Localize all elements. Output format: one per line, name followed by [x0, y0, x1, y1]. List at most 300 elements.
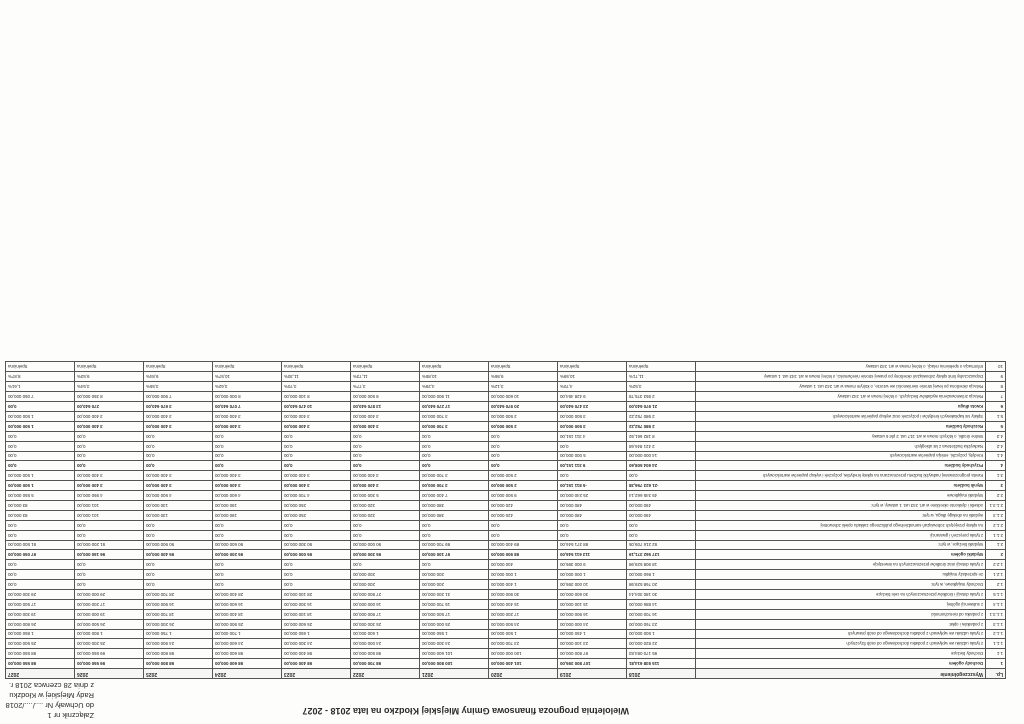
- cell-value: Spełniona: [489, 362, 558, 372]
- attachment-note: [4, 680, 94, 720]
- row-label: Wynik budżetu: [696, 481, 986, 491]
- cell-value: 101 000,00: [75, 500, 144, 510]
- cell-value: 16 000 000,00: [351, 599, 420, 609]
- table-row: [6, 639, 1006, 649]
- cell-value: 0,00: [75, 520, 144, 530]
- row-label: wydatki na obsługę długu, w tym:: [696, 510, 986, 520]
- cell-value: 400 000,00: [489, 560, 558, 570]
- cell-value: 9,84%: [144, 372, 213, 382]
- table-row: [6, 392, 1006, 402]
- cell-value: 31 200 000,00: [420, 589, 489, 599]
- cell-value: 490 000,00: [627, 510, 696, 520]
- cell-value: 16 600 000,00: [213, 599, 282, 609]
- cell-value: 5 000 000,00: [558, 451, 627, 461]
- row-number: 2.1.3.1: [986, 500, 1006, 510]
- cell-value: 0,00: [6, 570, 75, 580]
- cell-value: 0,00: [558, 520, 627, 530]
- cell-value: 9 311 151,00: [558, 461, 627, 471]
- cell-value: 0,00: [282, 461, 351, 471]
- cell-value: 23 100 000,00: [558, 639, 627, 649]
- table-row: [6, 451, 1006, 461]
- cell-value: 1 500 000,00: [6, 481, 75, 491]
- row-number: 2.1.3: [986, 510, 1006, 520]
- cell-value: 9,53%: [75, 372, 144, 382]
- table-row: [6, 530, 1006, 540]
- cell-value: 0,00: [144, 580, 213, 590]
- cell-value: 90 600 000,00: [213, 540, 282, 550]
- cell-value: 18 100 000,00: [282, 609, 351, 619]
- row-number: 3: [986, 481, 1006, 491]
- cell-value: 0,00: [489, 431, 558, 441]
- cell-value: 0,00: [6, 402, 75, 412]
- cell-value: 8 500 000,00: [351, 392, 420, 402]
- row-label: ze sprzedaży majątku: [696, 570, 986, 580]
- cell-value: 190 000,00: [213, 500, 282, 510]
- cell-value: 16 700 000,00: [627, 609, 696, 619]
- row-label: Dopuszczalny limit spłaty zobowiązań określony po prawej stronie nierówności, o której mowa w art. 243 ust. 1 ustawy: [696, 372, 986, 382]
- cell-value: 8 000 000,00: [213, 392, 282, 402]
- cell-value: 3 400 000,00: [351, 421, 420, 431]
- cell-value: 3 700 000,00: [420, 471, 489, 481]
- row-label: Wydatki ogółem: [696, 550, 986, 560]
- cell-value: 3 400 000,00: [282, 481, 351, 491]
- cell-value: 9 000 395,00: [558, 560, 627, 570]
- cell-value: 18 400 000,00: [213, 609, 282, 619]
- cell-value: 3,77%: [351, 382, 420, 392]
- cell-value: 98 400 000,00: [282, 659, 351, 669]
- cell-value: 0,00: [213, 570, 282, 580]
- cell-value: 320 000,00: [351, 510, 420, 520]
- cell-value: 0,00: [420, 441, 489, 451]
- cell-value: 0,00: [144, 530, 213, 540]
- cell-value: 190 000,00: [213, 510, 282, 520]
- cell-value: 1 400 000,00: [489, 580, 558, 590]
- cell-value: 3 400 000,00: [282, 471, 351, 481]
- cell-value: 10,57%: [213, 372, 282, 382]
- cell-value: 9 428 454,00: [558, 392, 627, 402]
- cell-value: 20 768 529,98: [627, 580, 696, 590]
- cell-value: 3 400 000,00: [75, 421, 144, 431]
- cell-value: 3 400 000,00: [351, 471, 420, 481]
- cell-value: 3 400 000,00: [144, 481, 213, 491]
- cell-value: 0,00: [420, 560, 489, 570]
- cell-value: 0,00: [75, 570, 144, 580]
- cell-value: 0,00: [144, 570, 213, 580]
- row-number: 9: [986, 372, 1006, 382]
- cell-value: 10,85%: [420, 372, 489, 382]
- cell-value: 0,00: [6, 580, 75, 590]
- cell-value: 3 400 000,00: [75, 481, 144, 491]
- cell-value: 30 900 000,00: [489, 589, 558, 599]
- cell-value: 0,00: [282, 520, 351, 530]
- cell-value: 99 550 000,00: [75, 659, 144, 669]
- column-header-year: 2018: [627, 669, 696, 679]
- cell-value: 98 600 000,00: [213, 649, 282, 659]
- cell-value: 0,00: [144, 441, 213, 451]
- cell-value: 250 000,00: [282, 500, 351, 510]
- table-body: [6, 362, 1006, 669]
- row-label: Dochody majątkowe, w tym:: [696, 580, 986, 590]
- row-number: 4.1: [986, 451, 1006, 461]
- cell-value: 420 000,00: [489, 500, 558, 510]
- cell-value: 95 300 000,00: [351, 550, 420, 560]
- cell-value: 0,00: [351, 560, 420, 570]
- cell-value: 1 650 000,00: [282, 629, 351, 639]
- table-row: [6, 362, 1006, 372]
- cell-value: 0,00: [627, 520, 696, 530]
- column-header-year: 2022: [351, 669, 420, 679]
- cell-value: 30 600 000,00: [558, 589, 627, 599]
- cell-value: 7 900 000,00: [144, 392, 213, 402]
- cell-value: 3 700 000,00: [420, 421, 489, 431]
- cell-value: 99 550 000,00: [75, 649, 144, 659]
- cell-value: 0,00: [213, 431, 282, 441]
- cell-value: 0,00: [213, 461, 282, 471]
- row-label: na spłatę przejętych zobowiązań samodzielnego publicznego zakładu opieki zdrowotnej: [696, 520, 986, 530]
- cell-value: Spełniona: [420, 362, 489, 372]
- cell-value: 2 500 000,00: [489, 481, 558, 491]
- row-label: z tytułu udziału we wpływach z podatku dochodowego od osób prawnych: [696, 629, 986, 639]
- row-label: Dochody ogółem: [696, 659, 986, 669]
- cell-value: 24 900 000,00: [144, 639, 213, 649]
- cell-value: 320 000,00: [351, 500, 420, 510]
- cell-value: 26 500 000,00: [75, 619, 144, 629]
- cell-value: 19 000 000,00: [75, 609, 144, 619]
- row-number: 4.3: [986, 431, 1006, 441]
- page-title: Wieloletnia prognoza finansowa Gminy Miejskiej Kłodzko na lata 2018 - 2027: [302, 706, 629, 716]
- row-label: z tytułu poręczeń i gwarancji: [696, 530, 986, 540]
- cell-value: 380 000,00: [420, 500, 489, 510]
- cell-value: 97 100 000,00: [420, 550, 489, 560]
- cell-value: 4 311 151,00: [558, 431, 627, 441]
- cell-value: Spełniona: [351, 362, 420, 372]
- cell-value: 16 900 000,00: [144, 599, 213, 609]
- cell-value: 27 800 000,00: [351, 589, 420, 599]
- cell-value: 250 000,00: [282, 510, 351, 520]
- cell-value: 83 000,00: [6, 500, 75, 510]
- cell-value: 3,70%: [282, 382, 351, 392]
- cell-value: 16 300 000,00: [282, 599, 351, 609]
- cell-value: 270 640,00: [75, 402, 144, 412]
- cell-value: 30 180 304,44: [627, 589, 696, 599]
- cell-value: 0,00: [6, 520, 75, 530]
- cell-value: 0,00: [75, 560, 144, 570]
- row-label: z tytułu udziału we wpływach z podatku dochodowego od osób fizycznych: [696, 639, 986, 649]
- cell-value: 8,87%: [6, 372, 75, 382]
- row-label: z tytułu dotacji oraz środków przeznaczonych na inwestycje: [696, 560, 986, 570]
- forecast-table: [5, 362, 1006, 680]
- table-row: [6, 491, 1006, 501]
- column-header-lp: Lp.: [986, 669, 1006, 679]
- cell-value: 2 980 752,22: [627, 421, 696, 431]
- cell-value: 17 800 000,00: [351, 609, 420, 619]
- cell-value: 0,00: [75, 441, 144, 451]
- cell-value: 137 562 371,19: [627, 550, 696, 560]
- row-number: 1.1.3: [986, 619, 1006, 629]
- row-label: z tytułu dotacji i środków przeznaczonych na cele bieżące: [696, 589, 986, 599]
- cell-value: 88 371 546,00: [558, 540, 627, 550]
- table-row: [6, 540, 1006, 550]
- cell-value: 3,12%: [489, 382, 558, 392]
- cell-value: 15 400 000,00: [489, 599, 558, 609]
- cell-value: 3 500 000,00: [558, 421, 627, 431]
- cell-value: 95 000 000,00: [282, 550, 351, 560]
- cell-value: 17 200 000,00: [489, 609, 558, 619]
- cell-value: 26 800 000,00: [6, 619, 75, 629]
- table-row: [6, 599, 1006, 609]
- cell-value: 3 400 000,00: [282, 411, 351, 421]
- cell-value: 91 200 000,00: [75, 540, 144, 550]
- cell-value: 2 500 000,00: [489, 421, 558, 431]
- cell-value: 7 400 000,00: [420, 491, 489, 501]
- cell-value: 14 000 000,00: [627, 451, 696, 461]
- table-row: [6, 520, 1006, 530]
- cell-value: 2 500 000,00: [489, 471, 558, 481]
- cell-value: 2 500 000,00: [489, 411, 558, 421]
- cell-value: 101 600 000,00: [420, 649, 489, 659]
- row-label: odsetki i dyskonto określone w art. 243 ust. 1 ustawy, w tym:: [696, 500, 986, 510]
- cell-value: 480 000,00: [558, 510, 627, 520]
- cell-value: 5 300 000,00: [351, 491, 420, 501]
- cell-value: 92 216 709,05: [627, 540, 696, 550]
- cell-value: 24 000 000,00: [351, 639, 420, 649]
- cell-value: 1 850 000,00: [6, 629, 75, 639]
- cell-value: 130 000,00: [144, 510, 213, 520]
- cell-value: 3,55%: [144, 382, 213, 392]
- row-number: 8: [986, 382, 1006, 392]
- table-row: [6, 421, 1006, 431]
- cell-value: 11 900 000,00: [420, 392, 489, 402]
- table-row: [6, 619, 1006, 629]
- cell-value: 200 000,00: [420, 580, 489, 590]
- row-label: Relacja zrównoważenia wydatków bieżących, o której mowa w art. 242 ustawy: [696, 392, 986, 402]
- cell-value: 3 700 000,00: [420, 481, 489, 491]
- cell-value: 26 200 000,00: [144, 619, 213, 629]
- cell-value: 17 270 640,00: [420, 402, 489, 412]
- cell-value: 10 470 640,00: [282, 402, 351, 412]
- cell-value: 24 600 000,00: [213, 639, 282, 649]
- cell-value: 15 700 000,00: [420, 599, 489, 609]
- cell-value: 18 700 000,00: [144, 609, 213, 619]
- cell-value: 11,73%: [351, 372, 420, 382]
- cell-value: 25 240 000,00: [558, 491, 627, 501]
- cell-value: 0,00: [213, 451, 282, 461]
- cell-value: 0,00: [351, 461, 420, 471]
- column-header-year: 2027: [6, 669, 75, 679]
- row-number: 2.2: [986, 491, 1006, 501]
- cell-value: 3 400 000,00: [75, 411, 144, 421]
- column-header-label: Wyszczególnienie: [696, 669, 986, 679]
- cell-value: 17 500 000,00: [6, 599, 75, 609]
- cell-value: 4 600 000,00: [213, 491, 282, 501]
- cell-value: 28 100 000,00: [282, 589, 351, 599]
- cell-value: 0,00: [213, 530, 282, 540]
- cell-value: 3 400 000,00: [351, 481, 420, 491]
- table-row: [6, 560, 1006, 570]
- row-number: 1.1: [986, 649, 1006, 659]
- cell-value: Spełniona: [558, 362, 627, 372]
- cell-value: 0,00: [489, 451, 558, 461]
- cell-value: 101 400 000,00: [489, 659, 558, 669]
- cell-value: 1 500 000,00: [6, 411, 75, 421]
- cell-value: 3,52%: [627, 382, 696, 392]
- cell-value: 0,00: [213, 520, 282, 530]
- cell-value: 17 500 000,00: [420, 609, 489, 619]
- cell-value: 24 500 000,00: [489, 619, 558, 629]
- cell-value: 113 611 546,00: [558, 550, 627, 560]
- row-number: 1.1.1: [986, 639, 1006, 649]
- cell-value: 100 000 000,00: [489, 649, 558, 659]
- table-row: [6, 609, 1006, 619]
- cell-value: 0,00: [282, 451, 351, 461]
- cell-value: 23 470 640,00: [558, 402, 627, 412]
- cell-value: 7 050 000,00: [6, 392, 75, 402]
- cell-value: 3 400 000,00: [144, 471, 213, 481]
- cell-value: 98 800 000,00: [144, 649, 213, 659]
- row-label: z subwencji ogólnej: [696, 599, 986, 609]
- row-number: 1.2: [986, 580, 1006, 590]
- cell-value: 0,00: [6, 560, 75, 570]
- table-row: [6, 481, 1006, 491]
- cell-value: 10 000 395,00: [558, 580, 627, 590]
- cell-value: 1 500 000,00: [489, 629, 558, 639]
- cell-value: 0,00: [282, 570, 351, 580]
- cell-value: 23 760 000,00: [627, 619, 696, 629]
- attachment-line: Załącznik nr 1: [47, 711, 94, 720]
- cell-value: 0,00: [420, 451, 489, 461]
- table-row: [6, 441, 1006, 451]
- cell-value: 3 670 640,00: [144, 402, 213, 412]
- cell-value: 0,00: [144, 520, 213, 530]
- cell-value: 3 400 000,00: [351, 411, 420, 421]
- cell-value: 0,00: [420, 520, 489, 530]
- cell-value: 107 800 395,00: [558, 659, 627, 669]
- cell-value: Spełniona: [213, 362, 282, 372]
- cell-value: 89 700 000,00: [420, 540, 489, 550]
- cell-value: 420 000,00: [489, 510, 558, 520]
- cell-value: 115 938 614,81: [627, 659, 696, 669]
- cell-value: 1,61%: [6, 382, 75, 392]
- cell-value: 200 000,00: [420, 570, 489, 580]
- cell-value: 98 600 000,00: [213, 659, 282, 669]
- table-row: [6, 411, 1006, 421]
- cell-value: 8 100 000,00: [282, 392, 351, 402]
- cell-value: 380 000,00: [420, 510, 489, 520]
- cell-value: 23 700 000,00: [489, 639, 558, 649]
- table-row: [6, 402, 1006, 412]
- row-label: Wydatki majątkowe: [696, 491, 986, 501]
- table-row: [6, 589, 1006, 599]
- cell-value: 0,00: [6, 530, 75, 540]
- cell-value: 83 000,00: [6, 510, 75, 520]
- cell-value: 0,00: [351, 520, 420, 530]
- cell-value: 98 500 000,00: [351, 649, 420, 659]
- cell-value: 0,00: [282, 560, 351, 570]
- cell-value: 24 000 000,00: [558, 619, 627, 629]
- row-number: 10: [986, 362, 1006, 372]
- cell-value: 25 900 000,00: [213, 619, 282, 629]
- cell-value: 0,00: [75, 530, 144, 540]
- attachment-line: Rady Miejskiej w Kłodzku: [9, 691, 94, 700]
- cell-value: 25 000 000,00: [420, 619, 489, 629]
- cell-value: 4,70%: [558, 382, 627, 392]
- row-number: 1.1.2: [986, 629, 1006, 639]
- cell-value: 20 970 640,00: [489, 402, 558, 412]
- row-label: Kwota długu: [696, 402, 986, 412]
- cell-value: 19 300 000,00: [6, 609, 75, 619]
- cell-value: 24 300 000,00: [282, 639, 351, 649]
- cell-value: 98 550 000,00: [6, 649, 75, 659]
- cell-value: 21 970 640,00: [627, 402, 696, 412]
- cell-value: 1 600 000,00: [351, 629, 420, 639]
- cell-value: 1 500 000,00: [627, 629, 696, 639]
- cell-value: 5 550 000,00: [6, 491, 75, 501]
- cell-value: 24 300 000,00: [420, 639, 489, 649]
- table-row: [6, 629, 1006, 639]
- column-header-year: 2023: [282, 669, 351, 679]
- cell-value: 100 800 000,00: [420, 659, 489, 669]
- row-label: Spłaty rat kapitałowych kredytów i pożyczek oraz wykup papierów wartościowych: [696, 411, 986, 421]
- row-number: 1.1.3.1: [986, 609, 1006, 619]
- row-label: Nadwyżka budżetowa z lat ubiegłych: [696, 441, 986, 451]
- cell-value: 25 500 000,00: [6, 639, 75, 649]
- cell-value: 14 886 000,00: [627, 599, 696, 609]
- cell-value: 0,00: [282, 431, 351, 441]
- row-number: 3.1: [986, 471, 1006, 481]
- cell-value: 98 550 000,00: [6, 659, 75, 669]
- row-label: Rozchody budżetu: [696, 421, 986, 431]
- attachment-line: z dnia 28 czerwca 2018 r.: [8, 681, 94, 690]
- cell-value: 9 500 000,00: [489, 491, 558, 501]
- cell-value: 1 500 000,00: [6, 421, 75, 431]
- cell-value: 1 800 000,00: [75, 629, 144, 639]
- cell-value: 95 200 000,00: [213, 550, 282, 560]
- cell-value: 10 600 000,00: [489, 392, 558, 402]
- cell-value: 0,00: [489, 441, 558, 451]
- cell-value: Spełniona: [75, 362, 144, 372]
- cell-value: 3 400 000,00: [282, 421, 351, 431]
- cell-value: 3 400 000,00: [144, 421, 213, 431]
- cell-value: 95 170 084,83: [627, 649, 696, 659]
- table-row: [6, 431, 1006, 441]
- cell-value: 17 200 000,00: [75, 599, 144, 609]
- cell-value: 22 820 000,00: [627, 639, 696, 649]
- cell-value: 0,00: [75, 431, 144, 441]
- cell-value: 90 300 000,00: [282, 540, 351, 550]
- row-number: 1: [986, 659, 1006, 669]
- cell-value: 0,00: [144, 560, 213, 570]
- cell-value: 0,00: [75, 451, 144, 461]
- cell-value: 2 980 752,22: [627, 411, 696, 421]
- cell-value: 0,00: [420, 461, 489, 471]
- table-row: [6, 649, 1006, 659]
- table-row: [6, 510, 1006, 520]
- cell-value: 97 800 000,00: [558, 649, 627, 659]
- cell-value: 10,59%: [558, 372, 627, 382]
- cell-value: 97 050 000,00: [6, 550, 75, 560]
- cell-value: 1 000 000,00: [558, 570, 627, 580]
- cell-value: 1 700 000,00: [213, 629, 282, 639]
- cell-value: 0,00: [558, 530, 627, 540]
- table-row: [6, 372, 1006, 382]
- cell-value: 0,00: [282, 530, 351, 540]
- cell-value: 11,71%: [627, 372, 696, 382]
- cell-value: 1 500 000,00: [6, 471, 75, 481]
- row-label: Przychody budżetu: [696, 461, 986, 471]
- cell-value: 8 350 000,00: [75, 392, 144, 402]
- cell-value: 0,00: [351, 441, 420, 451]
- cell-value: 25 200 000,00: [75, 639, 144, 649]
